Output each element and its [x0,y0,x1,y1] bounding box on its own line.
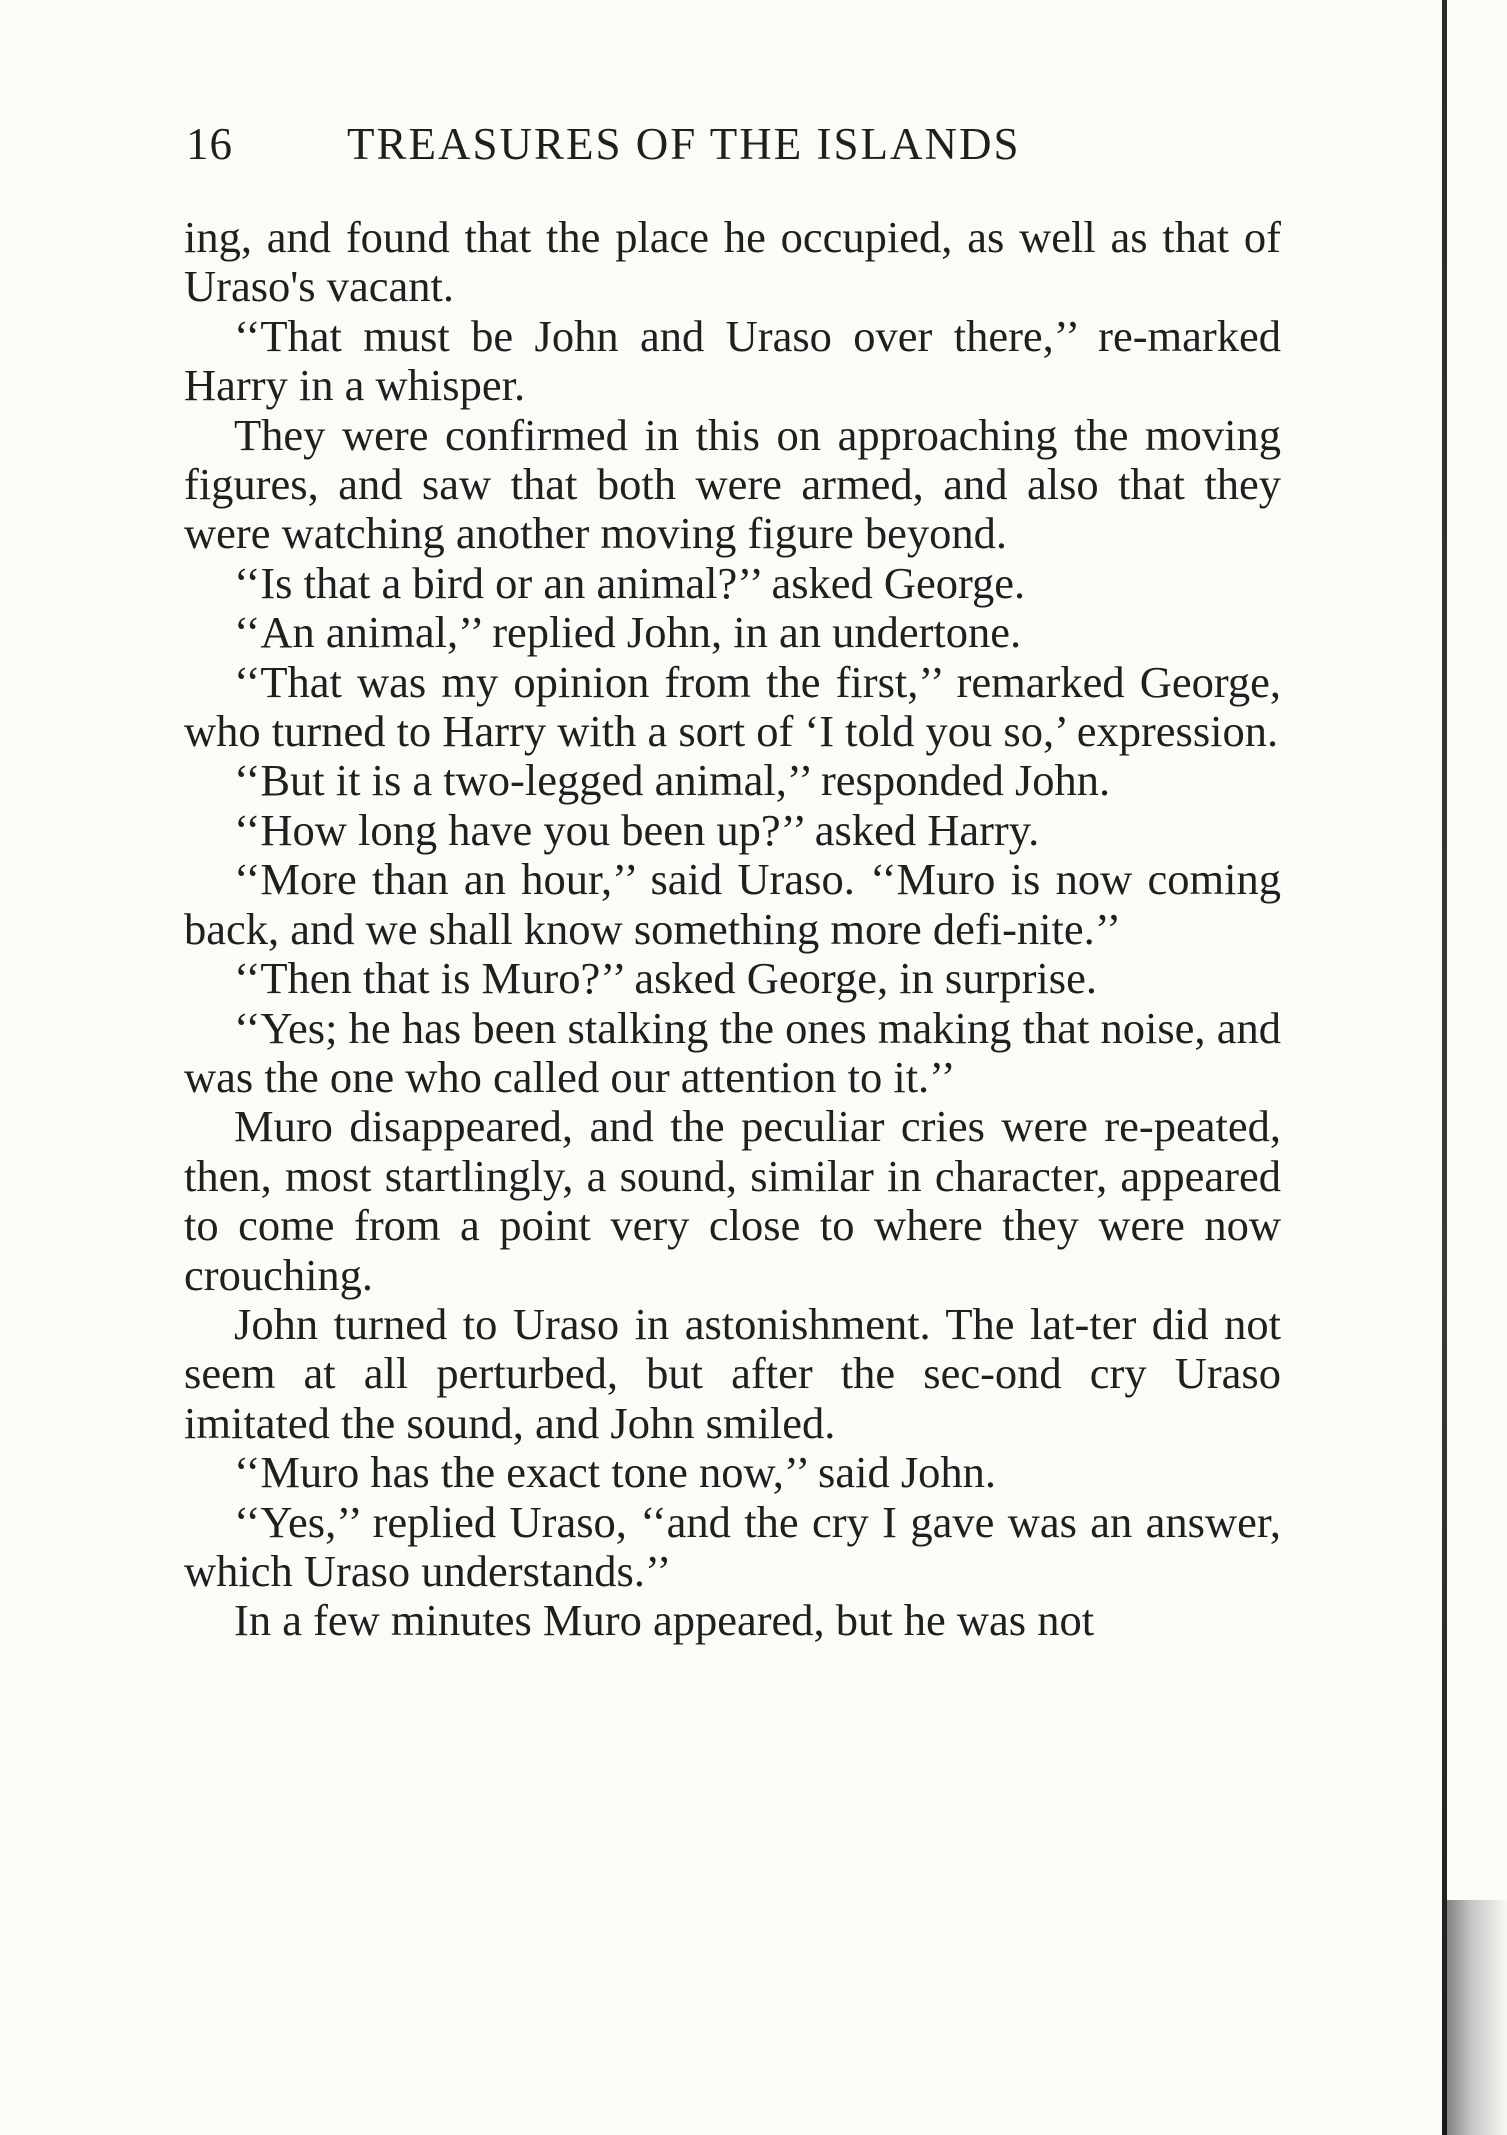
paragraph: ‘‘Muro has the exact tone now,’’ said John. [234,1447,997,1498]
paragraph: ‘‘But it is a two-legged animal,’’ responded John. [234,755,1111,806]
body-text [184,213,1281,1646]
paragraph: ing, and found that the place he occupied, as well as that of Uraso's vacant. [184,212,1281,312]
paragraph: ‘‘More than an hour,’’ said Uraso. ‘‘Muro is now coming back, and we shall know something more defi-nite.’’ [184,854,1281,954]
paragraph: ‘‘Is that a bird or an animal?’’ asked George. [234,557,1026,608]
paragraph: Muro disappeared, and the peculiar cries were re-peated, then, most startlingly, a sound, similar in character, appeared to come from a point very close to where they were now crouching. [184,1101,1281,1300]
paragraph: They were confirmed in this on approaching the moving figures, and saw that both were armed, and also that they were watching another moving figure beyond. [184,409,1281,559]
running-title: TREASURES OF THE ISLANDS [347,119,1021,169]
page-spine-edge [1442,0,1447,2135]
paragraph: ‘‘Then that is Muro?’’ asked George, in surprise. [234,953,1097,1004]
paragraph: ‘‘That must be John and Uraso over there,’’ re-marked Harry in a whisper. [184,310,1281,411]
paragraph: ‘‘An animal,’’ replied John, in an undertone. [234,607,1022,658]
paragraph: John turned to Uraso in astonishment. The lat-ter did not seem at all perturbed, but after the sec-ond cry Uraso imitated the sound, and John smiled. [184,1298,1281,1448]
paragraph: ‘‘Yes; he has been stalking the ones making that noise, and was the one who called our attention to it.’’ [184,1002,1281,1102]
paragraph: In a few minutes Muro appeared, but he was not [234,1595,1095,1646]
paragraph: ‘‘How long have you been up?’’ asked Harry. [234,804,1040,855]
page-header [186,118,1286,178]
paragraph: ‘‘That was my opinion from the first,’’ remarked George, who turned to Harry with a sort of ‘I told you so,’ expression. [184,656,1281,757]
page-spine-shadow [1447,1900,1507,2135]
page-number: 16 [186,119,233,169]
paragraph: ‘‘Yes,’’ replied Uraso, ‘‘and the cry I gave was an answer, which Uraso understands.’’ [184,1496,1281,1596]
